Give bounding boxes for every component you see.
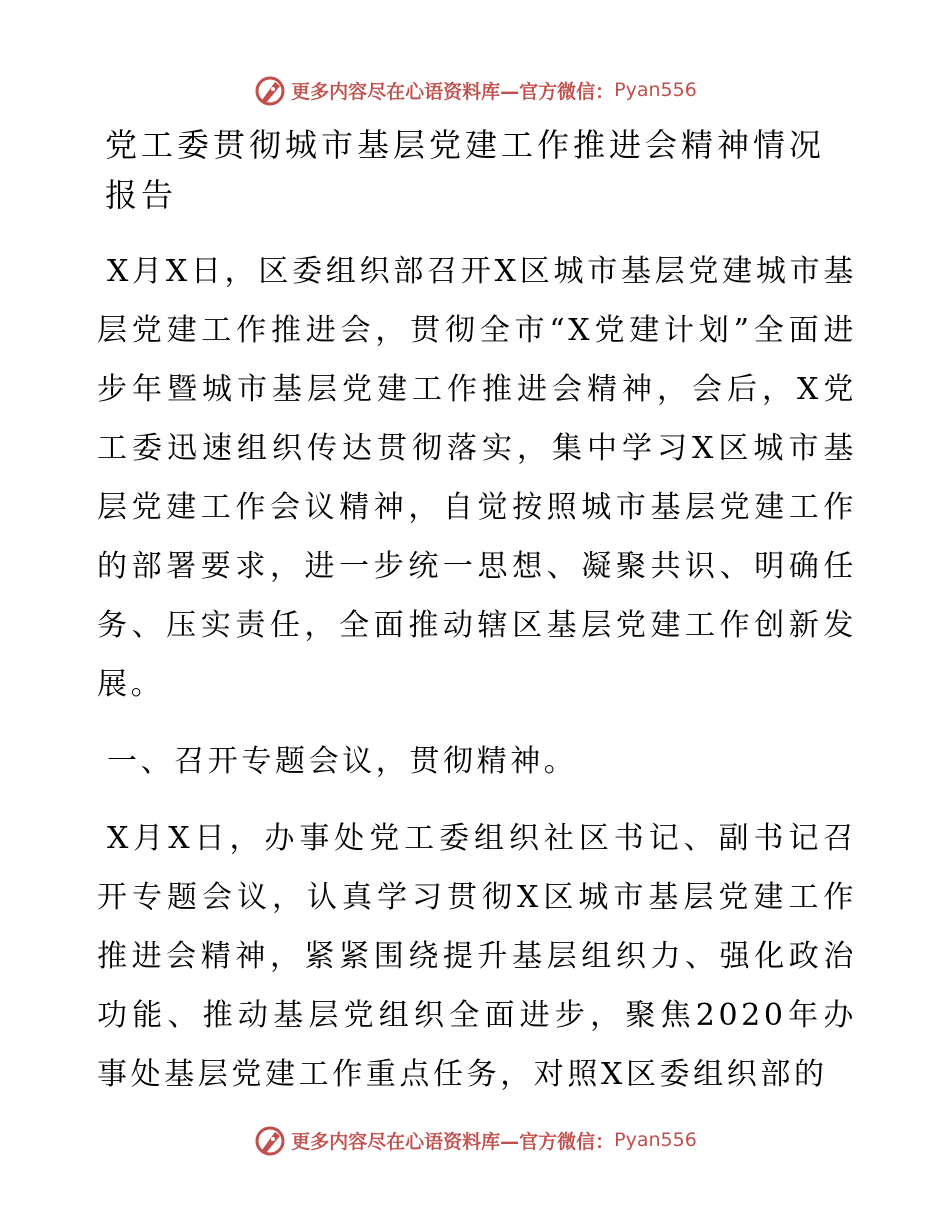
pen-nib-circle-icon — [253, 73, 287, 107]
watermark-banner-bottom — [0, 1120, 950, 1160]
document-title: 党工委贯彻城市基层党建工作推进会精神情况报告 — [105, 126, 826, 214]
intro-paragraph: X月X日，区委组织部召开X区城市基层党建城市基层党建工作推进会，贯彻全市“X党建计划”全面进步年暨城市基层党建工作推进会精神，会后，X党工委迅速组织传达贯彻落实，集中学习X区城市基层党建工作会议精神，自觉按照城市基层党建工作的部署要求，进一步统一思想、凝聚共识、明确任务、压实责任，全面推动辖区基层党建工作创新发展。 — [97, 254, 857, 702]
pen-nib-circle-icon — [253, 1123, 287, 1157]
watermark-banner-top — [0, 70, 950, 110]
document-body — [97, 120, 857, 1122]
section-heading: 一、召开专题会议，贯彻精神。 — [107, 744, 578, 779]
watermark-text: 更多内容尽在心语资料库—官方微信： — [291, 1130, 615, 1153]
section-paragraph: X月X日，办事处党工委组织社区书记、副书记召开专题会议，认真学习贯彻X区城市基层党建工作推进会精神，紧紧围绕提升基层组织力、强化政治功能、推动基层党组织全面进步，聚焦2020年办事处基层党建工作重点任务，对照X区委组织部的 — [97, 821, 857, 1092]
watermark-wechat-id: Pyan556 — [614, 79, 697, 101]
watermark-text: 更多内容尽在心语资料库—官方微信： — [291, 80, 615, 103]
watermark-wechat-id: Pyan556 — [614, 1129, 697, 1151]
